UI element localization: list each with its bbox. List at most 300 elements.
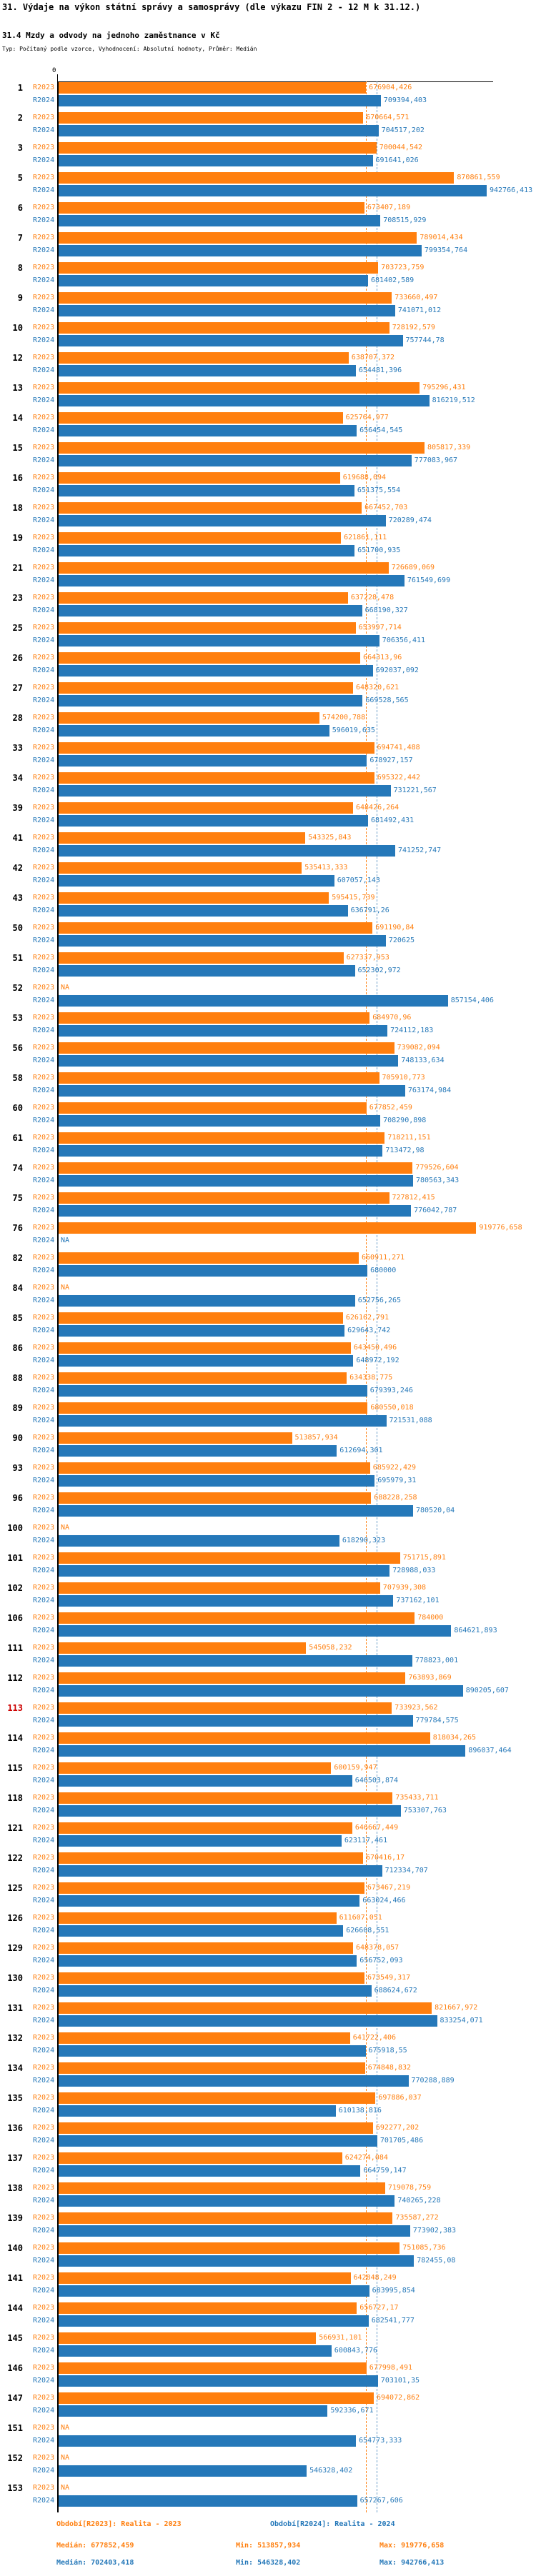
row-number-151: 151 [7,2423,23,2433]
value-label-r2023-row-76: 919776,658 [479,1224,522,1232]
bar-r2024-row-147 [59,2405,327,2417]
bar-r2024-row-60 [59,1115,380,1127]
value-label-r2023-row-85: 626162,791 [345,1314,389,1322]
bar-r2024-row-15 [59,455,412,466]
series-label-r2024-row-138: R2024 [33,2197,55,2205]
series-label-r2024-row-14: R2024 [33,426,55,434]
bar-r2023-row-131 [59,2002,432,2014]
bar-r2023-row-9 [59,292,392,304]
series-label-r2024-row-19: R2024 [33,546,55,554]
value-label-r2023-row-106: 784000 [417,1614,444,1622]
series-label-r2023-row-19: R2023 [33,534,55,541]
stat-median-r2023: Medián: 677852,459 [56,2542,134,2550]
value-label-r2024-row-41: 741252,747 [398,847,442,854]
series-label-r2024-row-139: R2024 [33,2227,55,2235]
series-label-r2023-row-137: R2023 [33,2154,55,2162]
series-label-r2024-row-82: R2024 [33,1267,55,1274]
series-label-r2023-row-82: R2023 [33,1254,55,1262]
value-label-r2023-row-26: 664313,96 [363,654,402,662]
series-label-r2023-row-125: R2023 [33,1884,55,1892]
row-number-131: 131 [7,2003,23,2013]
value-label-r2024-row-139: 773902,383 [412,2227,457,2235]
value-label-r2023-row-114: 818034,265 [432,1734,477,1742]
value-label-r2023-row-25: 653997,714 [358,624,402,631]
series-label-r2023-row-144: R2023 [33,2304,55,2312]
value-label-r2024-row-25: 706356,411 [382,636,426,644]
row-number-138: 138 [7,2183,23,2193]
bar-r2024-row-21 [59,575,405,586]
value-label-r2023-row-86: 643450,496 [353,1344,397,1352]
bar-r2023-row-89 [59,1402,367,1414]
value-label-r2023-row-151: NA [61,2424,70,2432]
series-label-r2024-row-27: R2024 [33,697,55,704]
row-number-126: 126 [7,1913,23,1923]
bar-r2023-row-121 [59,1822,352,1834]
value-label-r2023-row-16: 619688,094 [342,474,387,481]
bar-r2024-row-8 [59,275,368,286]
series-label-r2023-row-130: R2023 [33,1974,55,1982]
value-label-r2023-row-1: 676904,426 [369,84,412,91]
row-number-60: 60 [12,1103,23,1113]
bar-r2023-row-58 [59,1072,379,1084]
bar-r2023-row-129 [59,1942,353,1954]
bar-r2024-row-53 [59,1025,387,1037]
row-number-90: 90 [12,1433,23,1443]
series-label-r2024-row-74: R2024 [33,1177,55,1184]
value-label-r2023-row-50: 691190,84 [375,924,415,932]
bar-r2023-row-74 [59,1162,412,1174]
value-label-r2024-row-125: 663024,466 [362,1897,406,1904]
bar-r2023-row-147 [59,2392,374,2404]
value-label-r2023-row-111: 545058,232 [309,1644,352,1652]
bar-r2024-row-25 [59,635,379,647]
value-label-r2024-row-90: 612694,301 [339,1447,383,1454]
row-number-132: 132 [7,2033,23,2043]
value-label-r2024-row-60: 708290,898 [383,1117,427,1124]
bar-r2023-row-60 [59,1102,367,1114]
value-label-r2024-row-144: 682541,777 [371,2317,415,2325]
value-label-r2024-row-84: 652756,265 [357,1297,402,1304]
row-number-26: 26 [12,653,23,663]
series-label-r2024-row-85: R2024 [33,1327,55,1334]
bar-r2024-row-106 [59,1625,451,1637]
value-label-r2024-row-9: 741071,012 [397,306,442,314]
row-number-75: 75 [12,1193,23,1203]
value-label-r2023-row-3: 700044,542 [379,144,423,151]
series-label-r2023-row-138: R2023 [33,2184,55,2192]
value-label-r2023-row-131: 821667,972 [435,2004,478,2012]
bar-r2023-row-26 [59,652,360,664]
row-number-115: 115 [7,1763,23,1773]
bar-r2023-row-27 [59,682,353,694]
value-label-r2023-row-126: 611607,051 [339,1914,382,1922]
bar-r2024-row-6 [59,215,380,226]
bar-r2024-row-2 [59,125,379,136]
report-title: 31. Výdaje na výkon státní správy a samosprávy (dle výkazu FIN 2 - 12 M k 31.12.) [2,2,421,12]
value-label-r2023-row-53: 684970,96 [372,1014,412,1022]
value-label-r2023-row-139: 735587,272 [395,2214,439,2222]
bar-r2024-row-42 [59,875,334,887]
series-label-r2024-row-3: R2024 [33,156,55,164]
value-label-r2024-row-122: 712334,707 [384,1867,428,1874]
value-label-r2023-row-14: 625764,977 [345,414,389,421]
series-label-r2023-row-93: R2023 [33,1464,55,1472]
value-label-r2024-row-5: 942766,413 [490,186,533,194]
value-label-r2024-row-50: 720625 [388,937,415,944]
value-label-r2024-row-96: 780520,04 [416,1507,455,1514]
bar-r2024-row-43 [59,905,348,917]
value-label-r2023-row-88: 634338,775 [349,1374,393,1382]
bar-r2024-row-132 [59,2045,366,2057]
bar-r2023-row-136 [59,2122,373,2134]
series-label-r2024-row-76: R2024 [33,1237,55,1244]
bar-r2023-row-5 [59,172,454,184]
bar-r2023-row-25 [59,622,356,634]
row-number-13: 13 [12,383,23,393]
series-label-r2023-row-28: R2023 [33,714,55,722]
value-label-r2023-row-93: 685922,429 [372,1464,417,1472]
value-label-r2023-row-6: 673407,189 [367,204,411,211]
series-label-r2024-row-136: R2024 [33,2137,55,2145]
bar-r2023-row-139 [59,2212,392,2224]
row-number-118: 118 [7,1793,23,1803]
series-label-r2024-row-61: R2024 [33,1147,55,1154]
series-label-r2023-row-136: R2023 [33,2124,55,2132]
bar-r2023-row-10 [59,322,389,334]
value-label-r2024-row-3: 691641,026 [375,156,419,164]
value-label-r2023-row-75: 727812,415 [392,1194,435,1202]
value-label-r2023-row-60: 677852,459 [369,1104,412,1112]
bar-r2023-row-8 [59,262,378,274]
value-label-r2023-row-13: 795296,431 [422,384,466,391]
bar-r2023-row-112 [59,1672,405,1684]
bar-r2024-row-74 [59,1175,413,1187]
bar-r2024-row-125 [59,1895,359,1907]
value-label-r2024-row-146: 703101,35 [380,2377,420,2385]
value-label-r2024-row-1: 709394,403 [383,96,427,104]
value-label-r2023-row-100: NA [61,1524,70,1532]
bar-r2024-row-27 [59,695,362,707]
bar-r2024-row-139 [59,2225,410,2237]
row-number-21: 21 [12,563,23,573]
series-label-r2024-row-6: R2024 [33,216,55,224]
series-label-r2024-row-93: R2024 [33,1477,55,1484]
series-label-r2023-row-6: R2023 [33,204,55,211]
series-label-r2024-row-8: R2024 [33,276,55,284]
series-label-r2024-row-89: R2024 [33,1417,55,1424]
bar-r2023-row-134 [59,2062,365,2074]
row-number-33: 33 [12,743,23,753]
bar-r2024-row-26 [59,665,373,677]
series-label-r2024-row-102: R2024 [33,1597,55,1604]
value-label-r2024-row-23: 668190,327 [364,606,408,614]
value-label-r2024-row-13: 816219,512 [432,396,475,404]
series-label-r2024-row-118: R2024 [33,1807,55,1814]
bar-r2023-row-88 [59,1372,347,1384]
bar-r2023-row-42 [59,862,302,874]
bar-r2024-row-13 [59,395,430,406]
row-number-135: 135 [7,2093,23,2103]
series-label-r2024-row-114: R2024 [33,1747,55,1754]
row-number-145: 145 [7,2333,23,2343]
row-number-19: 19 [12,533,23,543]
series-label-r2024-row-106: R2024 [33,1627,55,1634]
series-label-r2023-row-5: R2023 [33,174,55,181]
value-label-r2023-row-5: 870861,559 [457,174,500,181]
value-label-r2023-row-42: 535413,333 [304,864,348,872]
bar-r2023-row-113 [59,1702,392,1714]
series-label-r2024-row-43: R2024 [33,907,55,914]
value-label-r2023-row-9: 733660,497 [394,294,438,301]
bar-r2024-row-112 [59,1685,463,1697]
series-label-r2024-row-26: R2024 [33,667,55,674]
series-label-r2023-row-88: R2023 [33,1374,55,1382]
series-label-r2023-row-16: R2023 [33,474,55,481]
series-label-r2023-row-140: R2023 [33,2244,55,2252]
series-label-r2024-row-25: R2024 [33,636,55,644]
bar-r2024-row-145 [59,2345,332,2357]
series-label-r2024-row-51: R2024 [33,967,55,974]
row-number-18: 18 [12,503,23,513]
value-label-r2024-row-15: 777083,967 [414,456,458,464]
series-label-r2023-row-84: R2023 [33,1284,55,1292]
value-label-r2024-row-136: 701705,486 [379,2137,424,2145]
value-label-r2023-row-113: 733923,562 [394,1704,438,1712]
value-label-r2023-row-23: 637228,478 [350,594,394,601]
series-label-r2024-row-96: R2024 [33,1507,55,1514]
bar-r2023-row-102 [59,1582,380,1594]
bar-r2023-row-1 [59,82,366,94]
bar-r2023-row-2 [59,112,363,124]
x-axis-zero-tick-label: 0 [52,67,56,74]
series-label-r2023-row-18: R2023 [33,504,55,511]
bar-r2024-row-93 [59,1475,374,1487]
series-label-r2023-row-100: R2023 [33,1524,55,1532]
series-label-r2023-row-76: R2023 [33,1224,55,1232]
row-number-50: 50 [12,923,23,933]
series-label-r2024-row-15: R2024 [33,456,55,464]
row-number-93: 93 [12,1463,23,1473]
row-number-76: 76 [12,1223,23,1233]
value-label-r2024-row-118: 753307,763 [403,1807,447,1814]
row-number-136: 136 [7,2123,23,2133]
bar-r2024-row-82 [59,1265,367,1277]
value-label-r2024-row-7: 799354,764 [424,246,468,254]
row-number-139: 139 [7,2213,23,2223]
row-number-122: 122 [7,1853,23,1863]
row-number-23: 23 [12,593,23,603]
bar-r2024-row-96 [59,1505,413,1517]
series-label-r2023-row-89: R2023 [33,1404,55,1412]
row-number-58: 58 [12,1073,23,1083]
value-label-r2024-row-33: 678927,157 [369,757,413,764]
value-label-r2024-row-147: 592336,671 [330,2407,374,2415]
value-label-r2023-row-41: 543325,843 [308,834,352,842]
bar-r2024-row-90 [59,1445,337,1457]
series-label-r2023-row-13: R2023 [33,384,55,391]
bar-r2023-row-144 [59,2302,357,2314]
value-label-r2024-row-12: 654481,396 [358,366,402,374]
value-label-r2023-row-121: 646667,449 [354,1824,399,1832]
series-label-r2023-row-61: R2023 [33,1134,55,1142]
bar-r2024-row-58 [59,1085,405,1097]
bar-r2024-row-101 [59,1565,389,1577]
bar-r2023-row-21 [59,562,389,574]
row-number-88: 88 [12,1373,23,1383]
bar-r2024-row-88 [59,1385,367,1397]
value-label-r2024-row-93: 695979,31 [377,1477,417,1484]
series-label-r2023-row-122: R2023 [33,1854,55,1862]
bar-r2024-row-33 [59,755,367,767]
row-number-51: 51 [12,953,23,963]
bar-r2023-row-23 [59,592,348,604]
stat-min-r2023: Min: 513857,934 [236,2542,301,2550]
series-label-r2024-row-34: R2024 [33,787,55,794]
value-label-r2024-row-145: 600843,776 [334,2347,378,2355]
bar-r2023-row-82 [59,1252,359,1264]
value-label-r2024-row-134: 770288,889 [411,2077,455,2085]
bar-r2023-row-51 [59,952,344,964]
value-label-r2024-row-16: 651375,554 [357,486,401,494]
bar-r2023-row-76 [59,1222,476,1234]
series-label-r2024-row-58: R2024 [33,1087,55,1094]
row-number-114: 114 [7,1733,23,1743]
bar-r2024-row-14 [59,425,357,436]
value-label-r2023-row-28: 574200,788 [322,714,366,722]
value-label-r2023-row-21: 726689,069 [391,564,435,571]
bar-r2023-row-43 [59,892,329,904]
value-label-r2024-row-140: 782455,08 [417,2257,456,2265]
value-label-r2023-row-137: 624274,084 [344,2154,388,2162]
value-label-r2024-row-43: 636791,26 [350,907,389,914]
value-label-r2023-row-138: 719078,759 [387,2184,432,2192]
series-label-r2023-row-147: R2023 [33,2394,55,2402]
value-label-r2024-row-141: 683995,854 [372,2287,415,2295]
series-label-r2023-row-129: R2023 [33,1944,55,1952]
value-label-r2024-row-82: 680000 [370,1267,397,1274]
series-label-r2023-row-25: R2023 [33,624,55,631]
row-number-6: 6 [17,203,23,213]
value-label-r2024-row-102: 737162,101 [396,1597,440,1604]
row-number-12: 12 [12,353,23,363]
series-label-r2023-row-75: R2023 [33,1194,55,1202]
series-label-r2023-row-41: R2023 [33,834,55,842]
series-label-r2023-row-39: R2023 [33,804,55,812]
value-label-r2023-row-2: 670664,571 [366,114,410,121]
series-label-r2023-row-90: R2023 [33,1434,55,1442]
series-label-r2023-row-112: R2023 [33,1674,55,1682]
series-label-r2023-row-135: R2023 [33,2094,55,2102]
value-label-r2024-row-42: 607057,143 [337,877,380,884]
row-number-102: 102 [7,1583,23,1593]
series-label-r2024-row-112: R2024 [33,1687,55,1694]
bar-r2024-row-111 [59,1655,412,1667]
series-label-r2024-row-16: R2024 [33,486,55,494]
value-label-r2024-row-10: 757744,78 [405,336,445,344]
value-label-r2023-row-96: 688228,258 [374,1494,417,1502]
series-label-r2023-row-152: R2023 [33,2454,55,2462]
bar-r2024-row-152 [59,2465,307,2477]
value-label-r2024-row-152: 546328,402 [309,2467,353,2475]
bar-r2023-row-86 [59,1342,351,1354]
bar-r2024-row-114 [59,1745,465,1757]
series-label-r2023-row-9: R2023 [33,294,55,301]
series-label-r2024-row-5: R2024 [33,186,55,194]
row-number-85: 85 [12,1313,23,1323]
value-label-r2023-row-39: 648426,264 [356,804,399,812]
value-label-r2023-row-8: 703723,759 [381,264,425,271]
value-label-r2023-row-56: 739082,094 [397,1044,440,1052]
bar-r2023-row-138 [59,2182,385,2194]
value-label-r2024-row-56: 748133,634 [401,1057,445,1064]
row-number-61: 61 [12,1133,23,1143]
row-number-56: 56 [12,1043,23,1053]
row-number-74: 74 [12,1163,23,1173]
series-label-r2023-row-151: R2023 [33,2424,55,2432]
row-number-34: 34 [12,773,23,783]
row-number-16: 16 [12,473,23,483]
series-label-r2024-row-151: R2024 [33,2437,55,2445]
row-number-39: 39 [12,803,23,813]
value-label-r2024-row-21: 761549,699 [407,576,451,584]
bar-r2024-row-129 [59,1955,357,1967]
series-label-r2023-row-96: R2023 [33,1494,55,1502]
series-label-r2024-row-125: R2024 [33,1897,55,1904]
value-label-r2024-row-19: 651700,935 [357,546,401,554]
value-label-r2023-row-140: 751085,736 [402,2244,446,2252]
bar-r2023-row-106 [59,1612,415,1624]
row-number-137: 137 [7,2153,23,2163]
bar-r2023-row-33 [59,742,374,754]
bar-r2024-row-134 [59,2075,409,2087]
series-label-r2023-row-141: R2023 [33,2274,55,2282]
series-label-r2023-row-114: R2023 [33,1734,55,1742]
series-label-r2024-row-88: R2024 [33,1387,55,1394]
value-label-r2023-row-146: 677998,491 [369,2364,413,2372]
value-label-r2024-row-137: 664759,147 [363,2167,407,2175]
value-label-r2023-row-136: 692277,202 [375,2124,420,2132]
series-label-r2024-row-137: R2024 [33,2167,55,2175]
value-label-r2023-row-84: NA [61,1284,70,1292]
bar-r2024-row-136 [59,2135,377,2147]
stat-max-r2023: Max: 919776,658 [379,2542,445,2550]
value-label-r2024-row-88: 679393,246 [369,1387,413,1394]
series-label-r2024-row-2: R2024 [33,126,55,134]
value-label-r2023-row-122: 670416,17 [366,1854,405,1862]
series-label-r2023-row-7: R2023 [33,234,55,241]
series-label-r2024-row-113: R2024 [33,1717,55,1724]
bar-r2023-row-53 [59,1012,369,1024]
value-label-r2024-row-2: 704517,202 [381,126,425,134]
bar-r2023-row-130 [59,1972,364,1984]
bar-r2023-row-12 [59,352,349,364]
bar-r2024-row-18 [59,515,386,526]
bar-r2024-row-10 [59,335,403,346]
series-label-r2024-row-144: R2024 [33,2317,55,2325]
bar-r2024-row-52 [59,995,448,1007]
bar-r2023-row-7 [59,232,417,244]
bar-r2024-row-61 [59,1145,382,1157]
row-number-106: 106 [7,1613,23,1623]
series-label-r2024-row-39: R2024 [33,817,55,824]
value-label-r2024-row-138: 740265,228 [397,2197,441,2205]
value-label-r2023-row-112: 763893,869 [408,1674,452,1682]
series-label-r2023-row-34: R2023 [33,774,55,782]
bar-r2024-row-41 [59,845,395,857]
value-label-r2023-row-132: 641722,406 [352,2034,397,2042]
value-label-r2023-row-152: NA [61,2454,70,2462]
value-label-r2023-row-15: 805817,339 [427,444,471,451]
